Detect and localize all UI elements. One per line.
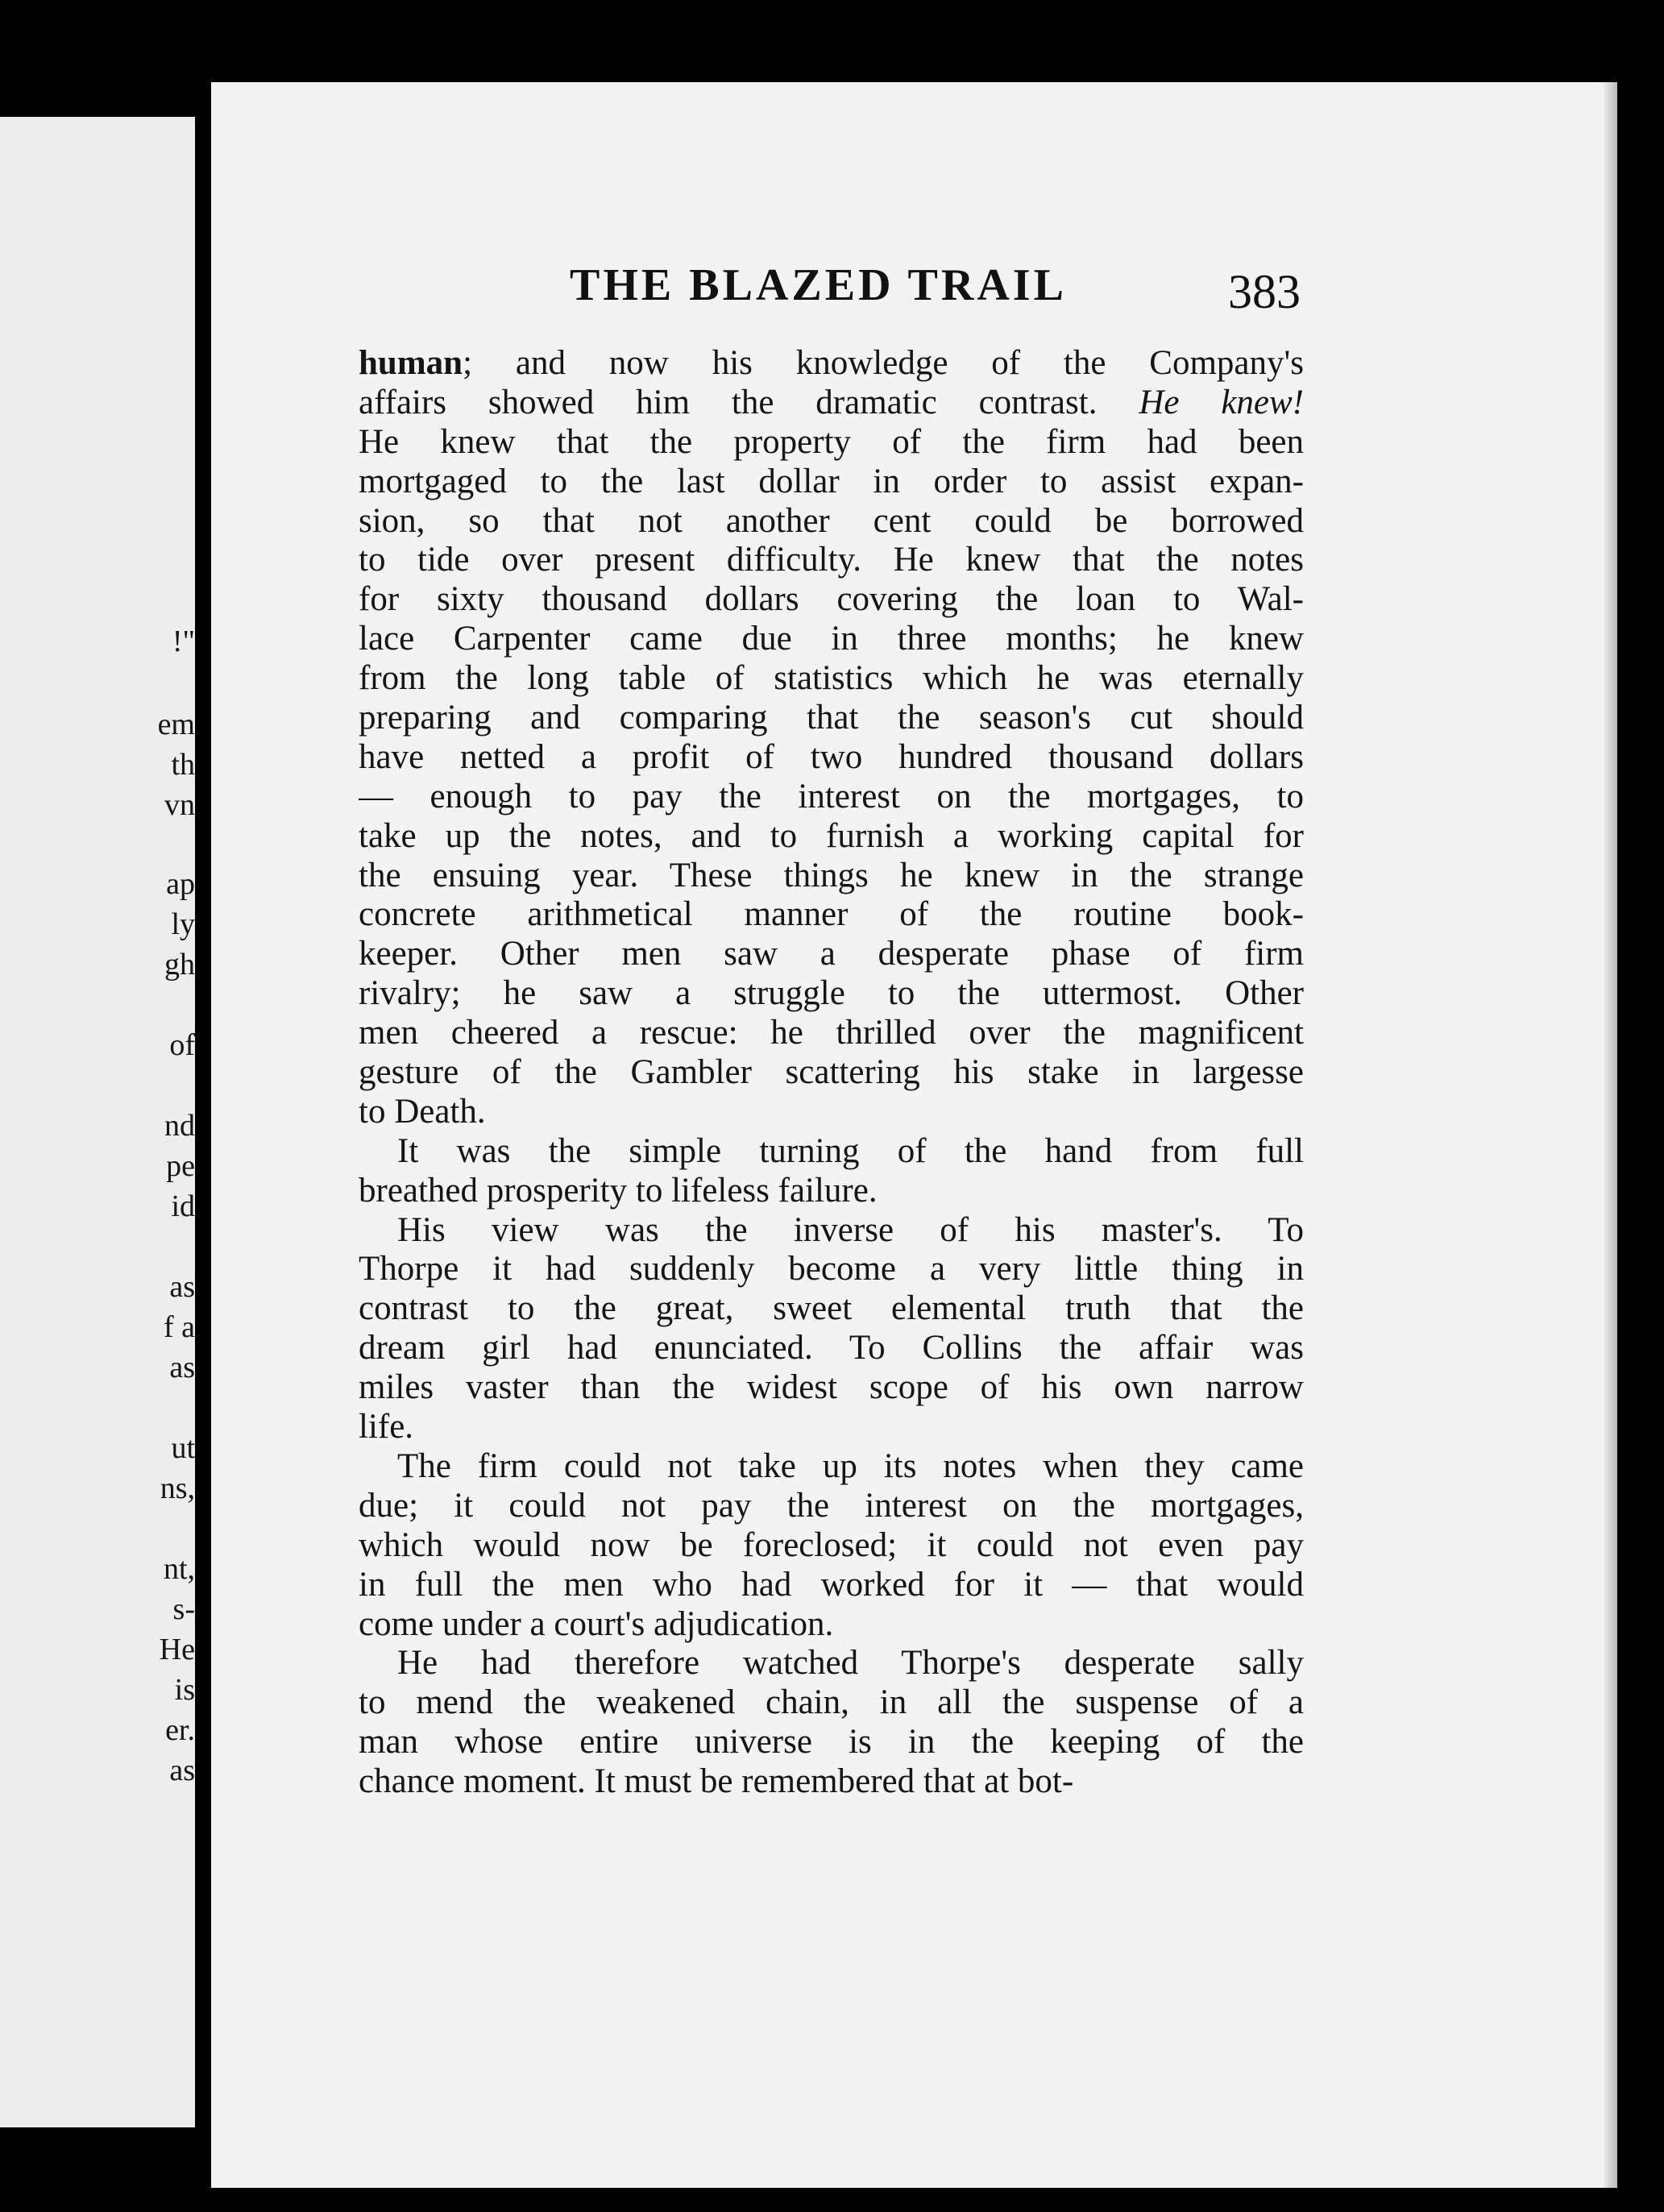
- text-line: He knew that the property of the firm had been: [359, 422, 1304, 461]
- text-line: concrete arithmetical manner of the routine book-: [359, 895, 1304, 934]
- text-line: to tide over present difficulty. He knew that the notes: [359, 541, 1304, 579]
- text-line: due; it could not pay the interest on the mortgages,: [359, 1486, 1304, 1525]
- text-line: from the long table of statistics which he was eternally: [359, 659, 1304, 698]
- page-number: 383: [1228, 265, 1301, 318]
- text-line: chance moment. It must be remembered that at bot-: [359, 1762, 1074, 1801]
- left-page-line: em: [157, 708, 195, 741]
- left-page-line: ns,: [160, 1471, 195, 1505]
- text-line: for sixty thousand dollars covering the loan to Wal-: [359, 580, 1304, 619]
- paragraph: [359, 1211, 1304, 1447]
- left-page-line: as: [169, 1753, 195, 1787]
- left-page-line: of: [169, 1028, 195, 1062]
- left-page-line: vn: [164, 788, 195, 822]
- left-page-line: ly: [171, 907, 195, 941]
- text-line: to mend the weakened chain, in all the suspense of a: [359, 1683, 1304, 1722]
- paragraph: [359, 1132, 1304, 1211]
- text-line: The firm could not take up its notes when they came: [397, 1446, 1304, 1485]
- text-line: affairs showed him the dramatic contrast. He knew!: [359, 383, 1304, 421]
- text-line: to Death.: [359, 1092, 486, 1131]
- left-page-line: id: [171, 1189, 195, 1223]
- left-page-line: f a: [163, 1310, 195, 1344]
- text-line: life.: [359, 1408, 414, 1446]
- left-page-line: as: [169, 1270, 195, 1304]
- text-line: sion, so that not another cent could be borrowed: [359, 501, 1304, 540]
- left-page-line: !": [172, 625, 195, 658]
- text-line: men cheered a rescue: he thrilled over the magnificent: [359, 1014, 1304, 1052]
- paragraph: [359, 1447, 1304, 1644]
- text-line: dream girl had enunciated. To Collins the affair was: [359, 1329, 1304, 1367]
- text-line: come under a court's adjudication.: [359, 1604, 834, 1643]
- text-line: human; and now his knowledge of the Company's: [359, 344, 1304, 382]
- bold-word: human: [359, 344, 463, 382]
- left-page-line: pe: [166, 1149, 195, 1183]
- text-line: miles vaster than the widest scope of his own narrow: [359, 1368, 1304, 1407]
- text-line: which would now be foreclosed; it could not even pay: [359, 1525, 1304, 1564]
- left-page-line: nt,: [163, 1552, 195, 1586]
- text-line: Thorpe it had suddenly become a very little thing in: [359, 1250, 1304, 1289]
- left-page-line: th: [171, 748, 195, 782]
- text-line: It was the simple turning of the hand from full: [397, 1131, 1304, 1170]
- text-line: have netted a profit of two hundred thousand dollars: [359, 737, 1304, 776]
- left-page-line: ut: [171, 1431, 195, 1465]
- text-line: the ensuing year. These things he knew in the strange: [359, 856, 1304, 894]
- left-page: [0, 117, 195, 2127]
- left-page-line: er.: [165, 1713, 195, 1747]
- left-page-line: is: [174, 1673, 195, 1707]
- text-line: keeper. Other men saw a desperate phase of firm: [359, 935, 1304, 973]
- body-text: [359, 344, 1304, 1802]
- text-line: contrast to the great, sweet elemental truth that the: [359, 1289, 1304, 1328]
- paragraph: [359, 1644, 1304, 1802]
- left-page-line: ap: [166, 867, 195, 901]
- text-line: man whose entire universe is in the keeping of the: [359, 1723, 1304, 1762]
- left-page-line: He: [159, 1633, 195, 1666]
- text-line: in full the men who had worked for it — that would: [359, 1565, 1304, 1604]
- text-line: mortgaged to the last dollar in order to assist expan-: [359, 462, 1304, 500]
- running-head: THE BLAZED TRAIL: [570, 260, 1067, 310]
- text-line: He had therefore watched Thorpe's desperate sally: [397, 1644, 1304, 1683]
- text-line: — enough to pay the interest on the mortgages, to: [359, 777, 1304, 815]
- text-line: take up the notes, and to furnish a working capital for: [359, 816, 1304, 855]
- text-line: preparing and comparing that the season's cut should: [359, 699, 1304, 737]
- text-line: rivalry; he saw a struggle to the uttermost. Other: [359, 974, 1304, 1013]
- left-page-line: as: [169, 1351, 195, 1384]
- paragraph: [359, 344, 1304, 1132]
- text-line: gesture of the Gambler scattering his stake in largesse: [359, 1053, 1304, 1092]
- left-page-line: nd: [164, 1109, 195, 1143]
- left-page-line: s-: [172, 1592, 195, 1626]
- text-line: breathed prosperity to lifeless failure.: [359, 1171, 878, 1210]
- right-page: [211, 82, 1617, 2188]
- left-page-line: gh: [164, 948, 195, 981]
- text-line: His view was the inverse of his master's. To: [397, 1210, 1304, 1249]
- italic-phrase: He knew!: [1139, 383, 1304, 421]
- text-line: lace Carpenter came due in three months; he knew: [359, 620, 1304, 658]
